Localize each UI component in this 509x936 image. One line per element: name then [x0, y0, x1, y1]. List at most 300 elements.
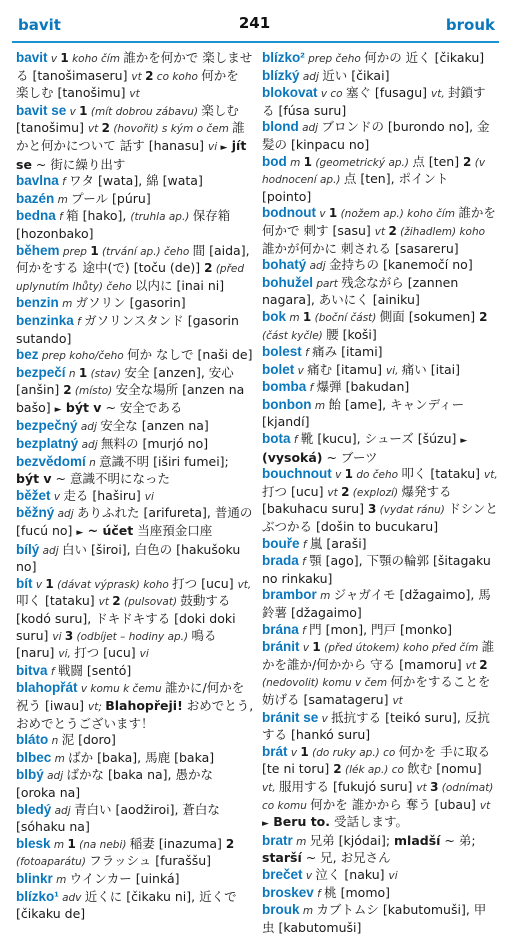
entry-text: 1	[312, 640, 321, 655]
headword: blízko²	[262, 50, 305, 65]
entry-text: ~ 安全である	[101, 399, 183, 415]
entry-text: ガソリンスタンド [gasorin sutando]	[16, 312, 239, 346]
entry-text: být v	[16, 471, 52, 487]
entry-text: vt	[98, 596, 113, 609]
entry-text: 2	[333, 762, 342, 777]
entry-text: v	[50, 490, 64, 503]
entry-text: vt	[87, 123, 102, 136]
headword: bít	[16, 575, 33, 591]
entry-text: f	[301, 347, 313, 360]
entry-text: 何かを 楽しむ [tanošimu]	[16, 67, 239, 101]
entry-text: 何かの 近く [čikaku]	[364, 50, 485, 65]
entry-text: 叩く [tataku]	[401, 466, 485, 482]
entry-text: 点 [ten], ポイント [pointo]	[262, 171, 449, 204]
dictionary-entry	[262, 379, 498, 397]
headword: bledý	[16, 801, 52, 817]
left-column	[16, 50, 254, 923]
entry-text: 打つ [ucu]	[74, 645, 140, 661]
entry-text: 安全な場所 [anzen na bašo]	[16, 382, 245, 415]
entry-text: 爆弾 [bakudan]	[316, 379, 410, 395]
headword: bohužel	[262, 274, 313, 290]
entry-text: ジャガイモ [džagaimo], 馬鈴薯 [džagaimo]	[262, 587, 491, 620]
entry-text: ~ 街に繰り出す	[31, 156, 126, 172]
headword: bolet	[262, 361, 295, 377]
entry-text: m	[311, 399, 329, 412]
entry-text: 泥 [doro]	[61, 732, 116, 748]
entry-text: ブロンドの [burondo no], 金髪の [kinpacu no]	[262, 119, 490, 152]
dictionary-entry	[262, 536, 498, 554]
entry-text: adj	[43, 770, 67, 783]
entry-text: 楽しむ [tanošimu]	[16, 102, 239, 136]
dictionary-entry	[16, 836, 254, 871]
entry-text: adj	[298, 122, 322, 135]
dictionary-entry	[262, 257, 498, 275]
headword: během	[16, 242, 60, 258]
entry-text: m	[299, 905, 317, 918]
dictionary-entry	[262, 68, 498, 86]
headword: bouře	[262, 535, 300, 551]
headword: bláto	[16, 732, 49, 748]
entry-text: f	[58, 176, 70, 189]
dictionary-entry	[262, 710, 498, 744]
headword: bránit	[262, 639, 300, 655]
dictionary-entry	[16, 732, 254, 750]
entry-text: 無料の [murjó no]	[100, 436, 209, 452]
entry-text: f	[73, 315, 85, 328]
entry-text: 誰かを誰か/何かから 守る [mamoru]	[262, 639, 495, 672]
dictionary-entry	[16, 871, 254, 889]
entry-text: vi,	[58, 648, 75, 661]
entry-text: ►	[76, 528, 84, 539]
entry-text: 嵐 [araši]	[309, 535, 367, 551]
entry-text: 1	[78, 365, 88, 380]
page-number: 241	[238, 14, 271, 32]
entry-text: 誰かに/何かを 祝う [iwau]	[16, 680, 245, 713]
dictionary-entry	[16, 889, 254, 923]
entry-text: 2	[463, 154, 472, 169]
dictionary-entry	[262, 309, 498, 344]
entry-text: 飲む [nomu]	[407, 761, 482, 777]
headword: brána	[262, 621, 299, 637]
entry-text: ばかな [baka na], 愚かな [oroka na]	[16, 767, 213, 800]
entry-text: v	[66, 105, 80, 118]
headword: brada	[262, 553, 299, 569]
entry-text: (truhla ap.)	[130, 211, 193, 224]
entry-text: (vysoká)	[262, 449, 323, 465]
headword: bok	[262, 308, 287, 324]
entry-text: 3	[367, 502, 377, 517]
headword: benzinka	[16, 312, 74, 328]
entry-text: 2	[112, 594, 121, 609]
headword: bomba	[262, 379, 307, 395]
dictionary-entry	[262, 587, 498, 621]
headword: brát	[262, 743, 288, 759]
entry-text: 2	[101, 121, 110, 136]
entry-text: 誰かを何かで 楽しませる [tanošimaseru]	[16, 50, 253, 83]
entry-text: (žihadlem) koho	[396, 225, 486, 238]
entry-text: vt	[131, 70, 146, 83]
dictionary-entry	[16, 767, 254, 801]
entry-text: v	[318, 712, 332, 725]
entry-text: v	[299, 642, 313, 655]
entry-text: 残念ながら [zannen nagara], あいにく [ainiku]	[262, 274, 459, 308]
entry-text: 顎 [ago], 下顎の輪郭 [šitagaku no rinkaku]	[262, 553, 491, 586]
entry-text: vt	[129, 88, 140, 101]
entry-text: ~ ブーツ	[322, 449, 378, 465]
entry-text: m	[58, 298, 76, 311]
entry-text: (nedovolit) komu v čem	[262, 677, 391, 690]
entry-text: 2	[63, 383, 72, 398]
headword: bonbon	[262, 396, 312, 412]
entry-text: do čeho	[352, 469, 402, 482]
entry-text: v co	[317, 88, 346, 101]
entry-text: 兄弟 [kjódai];	[309, 832, 395, 848]
headword: brouk	[262, 902, 300, 918]
headword: blbec	[16, 749, 52, 765]
dictionary-entry	[16, 347, 254, 365]
headword: brambor	[262, 587, 317, 603]
entry-text: (odbíjet – hodiny ap.)	[73, 630, 192, 643]
entry-text: ドシンとぶつかる [došin to bucukaru]	[262, 501, 498, 535]
entry-text: 誰かが何かに 刺される [sasareru]	[262, 240, 459, 256]
page-header	[0, 0, 509, 46]
entry-text: v	[294, 364, 308, 377]
entry-text: m	[292, 835, 310, 848]
entry-text: プール [púru]	[71, 190, 151, 206]
headword: blbý	[16, 767, 44, 783]
headword: bezplatný	[16, 436, 79, 452]
headword: brečet	[262, 866, 303, 882]
entry-text: vi	[139, 648, 149, 661]
entry-text: 2	[479, 657, 488, 672]
entry-text: ~ 弟;	[440, 832, 476, 848]
entry-text: 桃 [momo]	[324, 884, 391, 900]
entry-text: adj	[306, 260, 329, 273]
right-column	[262, 50, 498, 936]
entry-text: 泣く [naku]	[315, 866, 389, 882]
entry-text: 打つ [ucu]	[262, 483, 328, 499]
entry-text: adv	[58, 891, 85, 904]
entry-text: 安全な [anzen na]	[100, 418, 209, 434]
entry-text: f	[47, 665, 58, 678]
entry-text: (boční část)	[311, 311, 380, 324]
entry-text: f	[306, 382, 317, 395]
entry-text: 戦闘 [sentó]	[57, 662, 132, 678]
entry-text: 痛い [itai]	[401, 361, 461, 377]
entry-text: vt,	[237, 578, 252, 591]
entry-text: vt	[392, 694, 403, 707]
dictionary-entry	[262, 431, 498, 466]
dictionary-entry	[262, 275, 498, 309]
entry-text: 1	[67, 836, 76, 851]
entry-text: (nožem ap.) koho čím	[337, 208, 459, 221]
entry-text: 稲妻 [inazuma]	[129, 835, 226, 851]
entry-text: フラッシュ [furaššu]	[89, 853, 212, 869]
headword: blinkr	[16, 870, 53, 886]
entry-text: 何かをすることを 妨げる [samatageru]	[262, 674, 491, 707]
entry-text: 打つ [ucu]	[172, 575, 238, 591]
entry-text: 3	[430, 779, 439, 794]
entry-text: vt;	[87, 700, 106, 713]
dictionary-entry	[16, 418, 254, 436]
entry-text: 2	[204, 261, 213, 276]
entry-text: koho čím	[68, 53, 124, 65]
entry-text: v	[315, 208, 329, 221]
entry-text: 飴 [ame], キャンディー [kjandí]	[262, 396, 465, 430]
headword: bezvědomí	[16, 453, 86, 469]
entry-text: 1	[300, 744, 309, 759]
entry-text: (trvání ap.) čeho	[98, 245, 193, 258]
entry-text: co koho	[153, 70, 202, 83]
dictionary-entry	[262, 344, 498, 362]
dictionary-entry	[262, 622, 498, 640]
entry-text: 走る [haširu]	[63, 487, 145, 503]
entry-text: 近くに [čikaku ni], 近くで [čikaku de]	[16, 888, 237, 922]
entry-text: 安全 [anzen], 安心 [anšin]	[16, 364, 234, 398]
dictionary-entry	[262, 397, 498, 431]
entry-text: ►	[262, 819, 269, 830]
entry-text: (hovořit) s kým o čem	[109, 123, 233, 136]
entry-text: (v hodnocení ap.)	[262, 156, 486, 187]
entry-text: (geometrický ap.)	[312, 156, 413, 169]
entry-text: 鳴る [naru]	[16, 627, 217, 661]
dictionary-entry	[16, 243, 254, 296]
dictionary-entry	[16, 576, 254, 663]
headword: blízko¹	[16, 888, 59, 904]
entry-text: 当座預金口座	[133, 523, 213, 539]
entry-text: 1	[79, 103, 88, 118]
entry-text: m	[286, 311, 303, 324]
entry-text: ~ účet	[83, 523, 134, 539]
entry-text: 2	[479, 309, 488, 324]
entry-text: (fotoaparátu)	[16, 856, 90, 869]
entry-text: vt	[416, 781, 431, 794]
entry-text: vi	[208, 140, 221, 153]
header-rule	[12, 41, 499, 43]
entry-text: ►	[220, 142, 228, 153]
dictionary-entry	[262, 205, 498, 257]
headword: bavit se	[16, 102, 67, 118]
dictionary-entry	[16, 295, 254, 313]
entry-text: m	[286, 156, 304, 169]
entry-text: vi,	[385, 364, 402, 377]
dictionary-entry	[16, 680, 254, 732]
dictionary-entry	[16, 663, 254, 681]
entry-text: ガソリン [gasorin]	[75, 295, 186, 311]
entry-text: Beru to.	[268, 814, 331, 830]
entry-text: (na nebi)	[75, 838, 130, 851]
entry-text: (lék ap.) co	[341, 764, 408, 777]
headword: bodnout	[262, 205, 316, 221]
entry-text: prep koho/čeho	[38, 350, 128, 363]
entry-text: v	[287, 746, 301, 759]
dictionary-entry	[262, 885, 498, 903]
entry-text: 2	[388, 223, 397, 238]
entry-text: 誰かを何かで 刺す [sasu]	[262, 205, 496, 238]
entry-text: prep čeho	[304, 53, 365, 65]
entry-text: vt,	[262, 781, 280, 794]
dictionary-entry	[262, 553, 498, 587]
entry-text: f	[290, 434, 301, 447]
dictionary-entry	[262, 639, 498, 709]
entry-text: f	[313, 887, 325, 900]
entry-text: (před uplynutím lhůty) čeho	[16, 263, 245, 293]
entry-text: v	[302, 869, 316, 882]
entry-text: 腰 [koši]	[326, 326, 377, 342]
entry-text: (vydat ránu)	[376, 504, 449, 517]
entry-text: 2	[145, 68, 154, 83]
entry-text: starší	[262, 850, 302, 866]
entry-text: m	[52, 873, 70, 886]
headword: bavlna	[16, 173, 59, 189]
entry-text: 封鎖する [fúsa suru]	[262, 85, 486, 118]
headword: bohatý	[262, 257, 307, 273]
entry-text: vi	[388, 869, 398, 882]
headword: bránit se	[262, 709, 319, 725]
headword: bezpečí	[16, 364, 66, 380]
dictionary-entry	[262, 833, 498, 867]
entry-text: adj	[51, 804, 74, 817]
entry-text: 1	[328, 206, 338, 221]
entry-text: (stav)	[87, 367, 125, 380]
entry-text: (explozí)	[349, 486, 402, 499]
entry-text: (před útokem) koho před čím	[320, 642, 482, 655]
dictionary-entry	[262, 362, 498, 380]
dictionary-entry	[16, 542, 254, 576]
entry-text: 以内に [inai ni]	[135, 277, 225, 293]
entry-text: ~ 兄, お兄さん	[301, 850, 391, 866]
dictionary-entry	[16, 173, 254, 191]
entry-text: vt	[465, 659, 480, 672]
entry-text: 爆発する [bakuhacu suru]	[262, 483, 452, 517]
entry-text: (místo)	[71, 385, 116, 398]
headword: blahopřát	[16, 680, 78, 696]
right-guide-word: brouk	[445, 16, 495, 34]
entry-text: adj	[77, 421, 101, 434]
dictionary-entry	[16, 505, 254, 541]
headword: bouchnout	[262, 466, 332, 482]
entry-text: ばか [baka], 馬鹿 [baka]	[68, 749, 215, 765]
entry-text: v	[47, 53, 61, 65]
entry-text: jít se	[16, 137, 247, 172]
headword: bedna	[16, 208, 56, 224]
dictionary-entry	[16, 50, 254, 103]
entry-text: vi	[52, 630, 65, 643]
dictionary-entry	[16, 208, 254, 242]
entry-text: 叩く [tataku]	[16, 593, 99, 609]
headword: bod	[262, 153, 287, 169]
entry-text: 2	[225, 836, 235, 851]
entry-text: 何か なしで [naši de]	[127, 347, 253, 363]
entry-text: vt,	[431, 88, 449, 101]
entry-text: 抵抗する [teikó suru], 反抗する [hankó suru]	[262, 709, 490, 743]
dictionary-entry	[16, 365, 254, 419]
entry-text: vt	[374, 225, 389, 238]
entry-text: ►	[460, 436, 468, 447]
headword: běžet	[16, 487, 51, 503]
entry-text: v	[32, 578, 46, 591]
entry-text: f	[299, 538, 310, 551]
headword: bota	[262, 431, 291, 447]
entry-text: 1	[45, 576, 54, 591]
entry-text: (mít dobrou zábavu)	[87, 105, 202, 118]
entry-text: 痛む [itamu]	[307, 361, 386, 377]
entry-text: Blahopřeji!	[105, 697, 183, 713]
entry-text: n	[65, 367, 79, 380]
entry-text: (část kyčle)	[262, 329, 327, 342]
entry-text: 門 [mon], 門戸 [monko]	[309, 621, 452, 637]
dictionary-entry	[262, 85, 498, 119]
entry-text: m	[51, 752, 69, 765]
entry-text: 1	[302, 309, 312, 324]
entry-text: 何かを 手に取る [te ni toru]	[262, 743, 491, 777]
entry-text: adj	[299, 70, 323, 83]
entry-text: v komu k čemu	[77, 683, 166, 696]
entry-text: 受話します。	[330, 814, 408, 830]
entry-text: 金持ちの [kanemočí no]	[328, 257, 473, 273]
entry-text: ►	[54, 404, 62, 415]
dictionary-entry	[262, 466, 498, 535]
headword: blízký	[262, 67, 300, 83]
dictionary-entry	[16, 802, 254, 836]
entry-text: 塞ぐ [fusagu]	[345, 85, 432, 101]
entry-text: 服用する [fukujó suru]	[279, 778, 417, 794]
entry-text: f	[298, 624, 310, 637]
headword: bezpečný	[16, 418, 78, 434]
entry-text: ウインカー [uinká]	[69, 870, 180, 886]
entry-text: (dávat výprask) koho	[53, 578, 173, 591]
entry-text: 白い [široi], 白色の [hakušoku no]	[16, 541, 241, 575]
dictionary-entry	[262, 902, 498, 936]
entry-text: 1	[90, 243, 99, 258]
entry-text: f	[55, 211, 67, 224]
entry-text: 1	[303, 154, 313, 169]
entry-text: vi	[144, 490, 154, 503]
headword: bez	[16, 347, 39, 363]
headword: blond	[262, 119, 299, 135]
entry-text: 箱 [hako],	[66, 208, 131, 224]
entry-text: mladší	[394, 832, 441, 848]
dictionary-entry	[16, 103, 254, 173]
entry-text: prep	[59, 245, 91, 258]
entry-text: 何かを 誰かから 奪う [ubau]	[310, 796, 480, 812]
entry-text: vt	[479, 799, 491, 812]
headword: blesk	[16, 835, 51, 851]
headword: bazén	[16, 190, 55, 206]
entry-text: ~ 意識不明になった	[51, 471, 170, 487]
headword: bolest	[262, 344, 302, 360]
entry-text: ワタ [wata], 綿 [wata]	[69, 173, 203, 189]
headword: bavit	[16, 50, 48, 65]
entry-text: 間 [aida], 何かをする 途中(で) [toču (de)]	[16, 242, 250, 276]
entry-text: adj	[54, 508, 77, 521]
headword: blokovat	[262, 85, 318, 101]
dictionary-entry	[262, 50, 498, 68]
entry-text: 痛み [itami]	[312, 344, 383, 360]
dictionary-entry	[16, 488, 254, 506]
entry-text: vt	[327, 486, 342, 499]
entry-text: adj	[78, 439, 101, 452]
entry-text: být v	[61, 399, 102, 415]
dictionary-entry	[16, 313, 254, 347]
entry-text: 誰かと何かについて 話す [hanasu]	[16, 120, 245, 153]
headword: bratr	[262, 832, 293, 848]
headword: bílý	[16, 541, 40, 557]
dictionary-entry	[16, 454, 254, 488]
entry-text: adj	[39, 544, 62, 557]
dictionary-entry	[262, 154, 498, 206]
entry-text: 鼓動する [kodó suru], ドキドキする [doki doki suru]	[16, 593, 236, 643]
